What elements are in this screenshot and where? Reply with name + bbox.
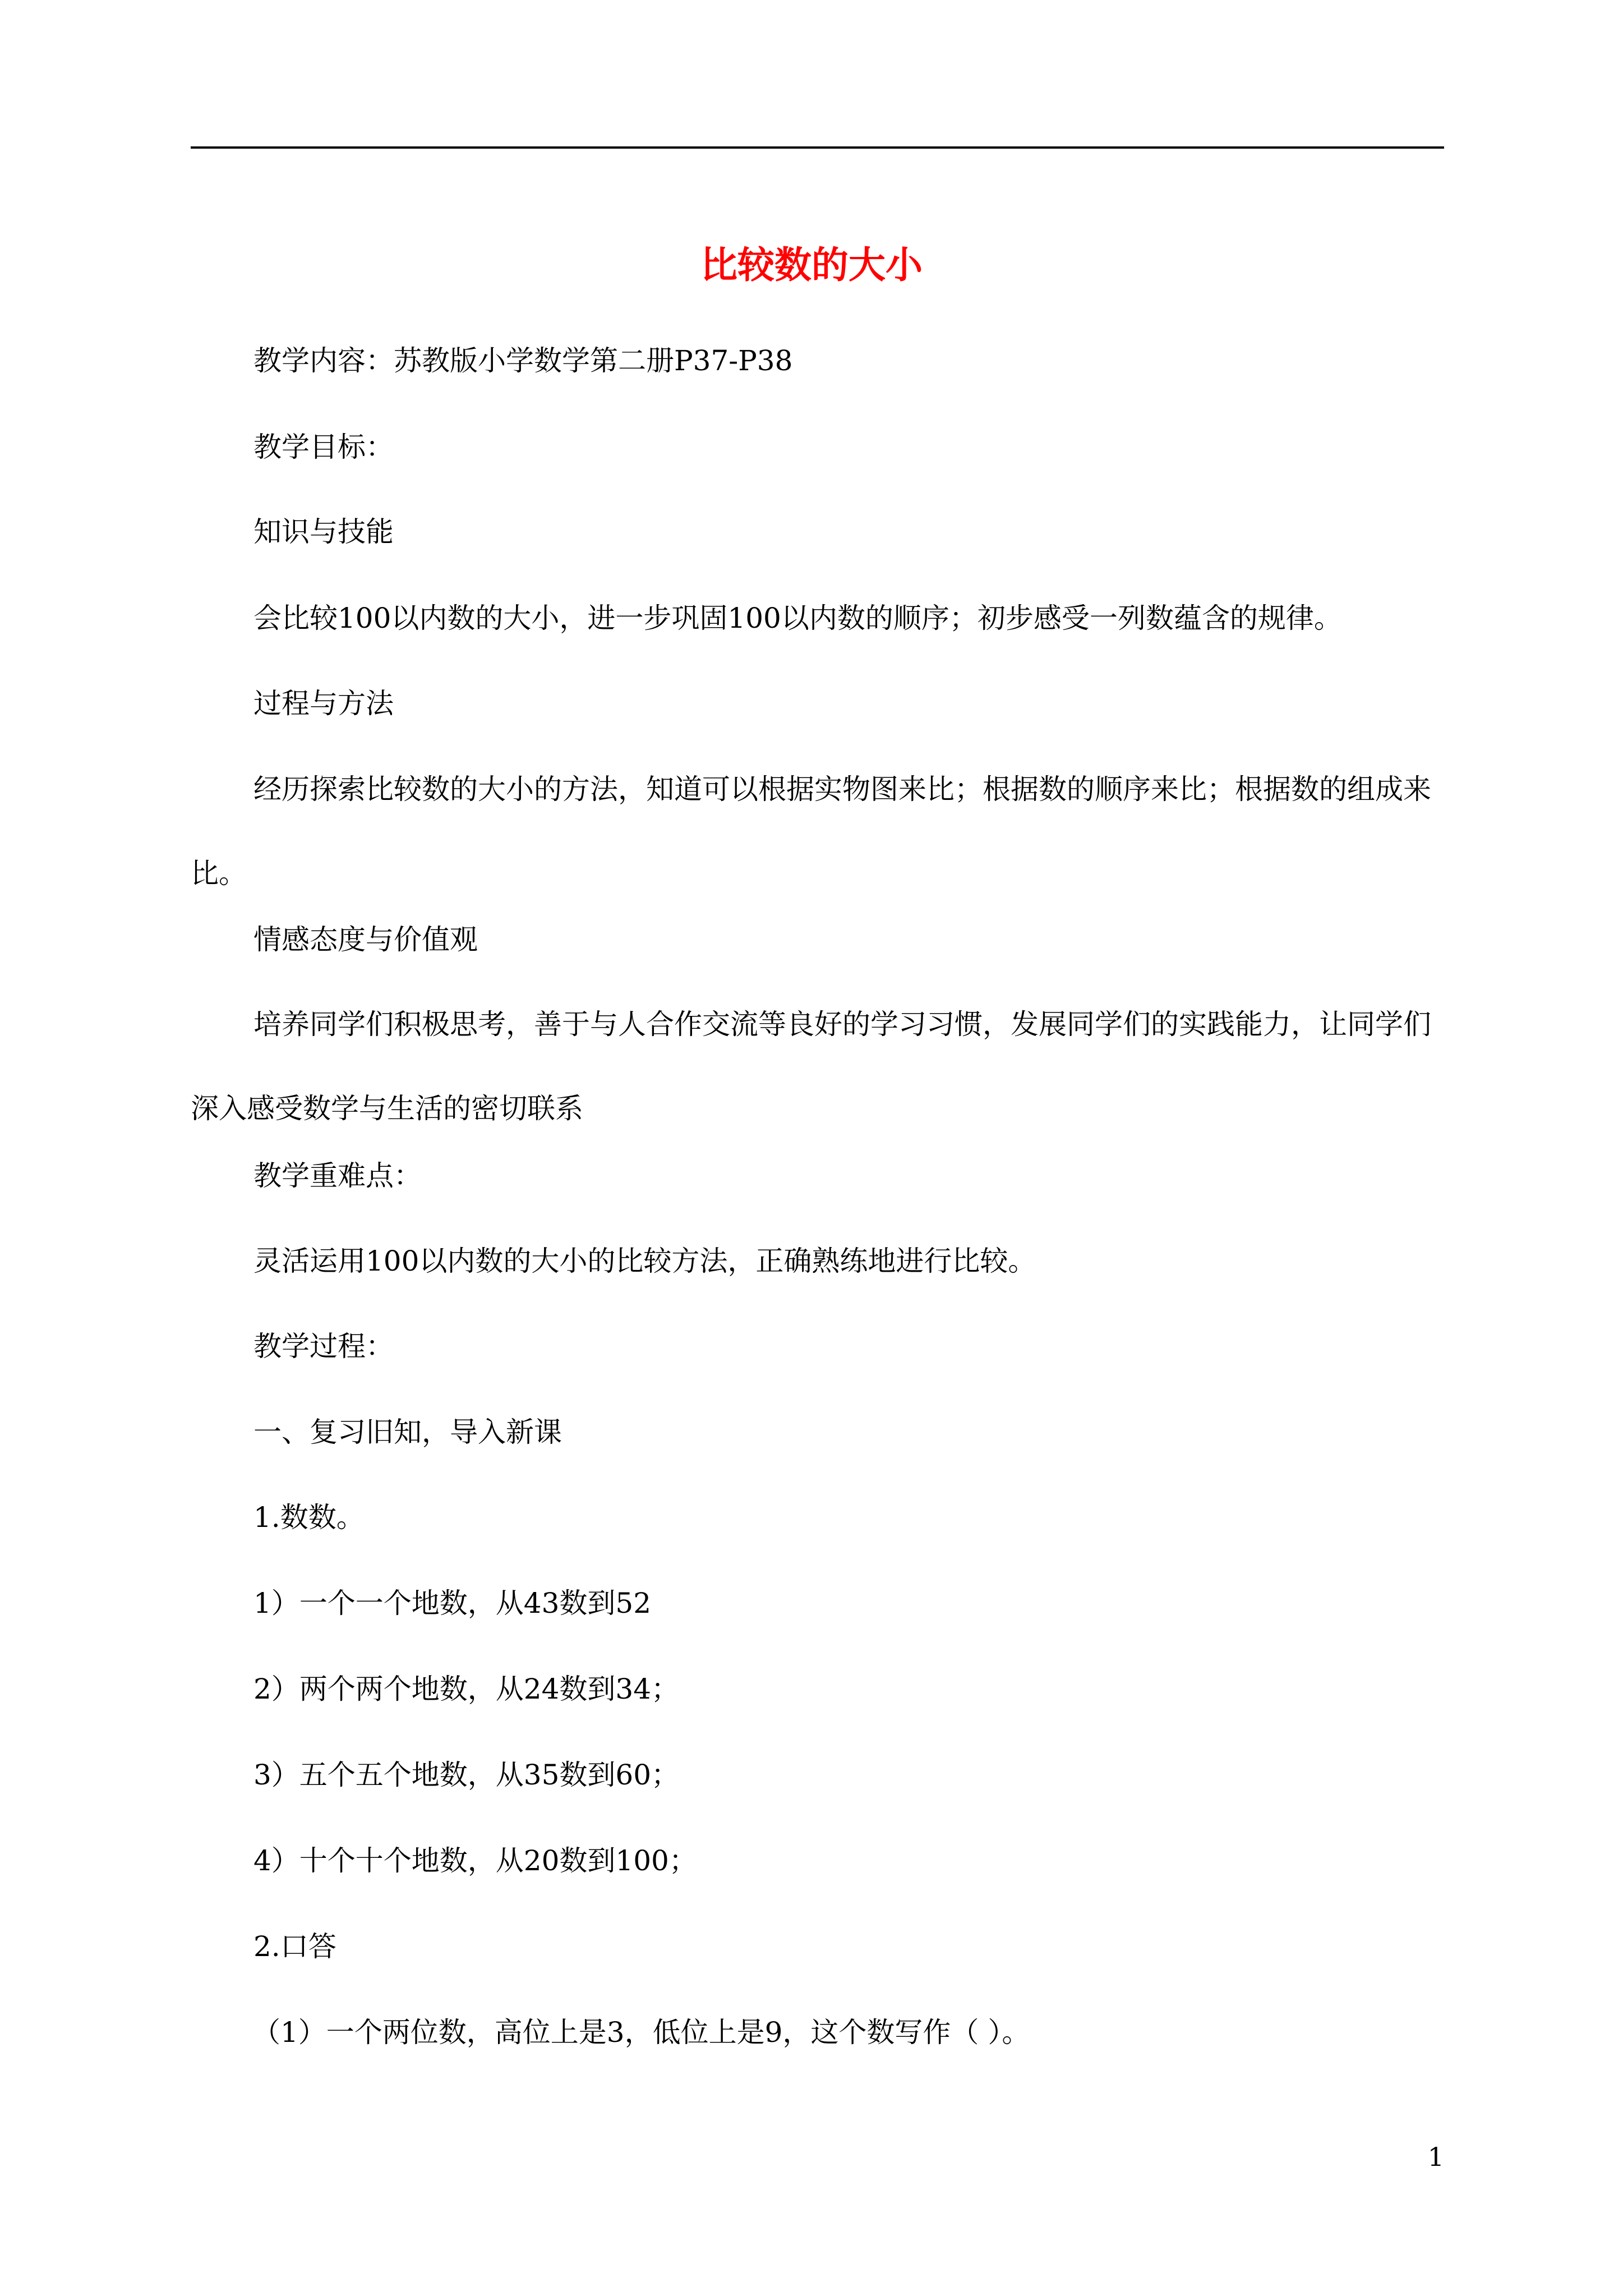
paragraph-process-detail: 经历探索比较数的大小的方法，知道可以根据实物图来比；根据数的顺序来比；根据数的组成来比。 [191, 773, 1431, 890]
page-number: 1 [1427, 2142, 1444, 2172]
paragraph-section-one: 一、复习旧知，导入新课 [253, 1416, 562, 1448]
paragraph-emotion-detail: 培养同学们积极思考，善于与人合作交流等良好的学习习惯，发展同学们的实践能力，让同学们深入感受数学与生活的密切联系 [191, 1008, 1431, 1125]
paragraph-counting-item-2: 2）两个两个地数，从24数到34； [253, 1673, 680, 1705]
paragraph-counting-item-3: 3）五个五个地数，从35数到60； [253, 1759, 680, 1791]
paragraph-teaching-goals: 教学目标： [253, 431, 394, 463]
header-rule [191, 146, 1444, 149]
paragraph-key-difficulties: 教学重难点： [253, 1159, 422, 1192]
paragraph-counting-item-4: 4）十个十个地数，从20数到100； [253, 1844, 697, 1877]
paragraph-knowledge-skills: 知识与技能 [253, 516, 394, 548]
paragraph-teaching-content: 教学内容：苏教版小学数学第二册P37-P38 [253, 344, 793, 377]
paragraph-counting-item-1: 1）一个一个地数，从43数到52 [253, 1587, 652, 1619]
paragraph-teaching-process: 教学过程： [253, 1330, 394, 1363]
paragraph-oral-answer: 2.口答 [253, 1930, 336, 1963]
paragraph-process-methods: 过程与方法 [253, 687, 394, 720]
paragraph-key-difficulties-detail: 灵活运用100以内数的大小的比较方法，正确熟练地进行比较。 [253, 1245, 1036, 1277]
paragraph-oral-question-1: （1）一个两位数，高位上是3，低位上是9，这个数写作（ ）。 [252, 2016, 1030, 2049]
paragraph-knowledge-detail: 会比较100以内数的大小，进一步巩固100以内数的顺序；初步感受一列数蕴含的规律。 [253, 602, 1342, 634]
paragraph-counting: 1.数数。 [253, 1501, 365, 1534]
paragraph-emotion-values: 情感态度与价值观 [253, 923, 478, 956]
document-title: 比较数的大小 [700, 243, 923, 287]
